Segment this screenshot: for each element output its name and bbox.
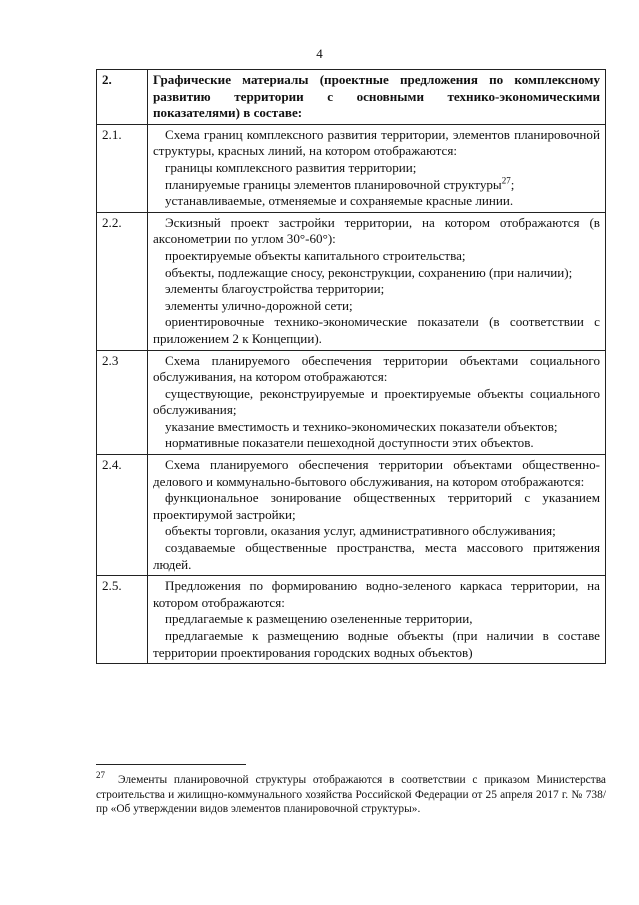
row-content [148, 455, 606, 576]
item-line: планируемые границы элементов планировочной структуры$^{27}$; [165, 175, 515, 192]
item-line: существующие, реконструируемые и проектируемые объекты социального обслуживания; [153, 385, 600, 418]
item-line: Схема планируемого обеспечения территории объектами социального обслуживания, на котором отображаются: [153, 352, 600, 385]
item-line: Предложения по формированию водно-зеленого каркаса территории, на котором отображаются: [153, 578, 600, 610]
item-line: объекты, подлежащие сносу, реконструкции, сохранению (при наличии); [165, 264, 573, 280]
item-line: границы комплексного развития территории; [165, 159, 417, 175]
table-row [97, 124, 606, 212]
table-row [97, 70, 606, 125]
row-number: 2. [97, 70, 148, 125]
item-line: Схема границ комплексного развития территории, элементов планировочной структуры, красных линий, на котором отображаются: [153, 126, 600, 159]
footnote-text: Элементы планировочной структуры отображаются в соответствии с приказом Министерства строительства и жилищно-коммунального хозяйства Российской Федерации от 25 апреля 2017 г. № 738/пр «Об утверждении видов элементов планировочной структуры». [96, 774, 606, 816]
item-line: устанавливаемые, отменяемые и сохраняемые красные линии. [165, 193, 514, 209]
section-heading: Графические материалы (проектные предложения по комплексному развитию территории с основными технико-экономическими показателями) в составе: [148, 70, 606, 125]
row-content [148, 350, 606, 455]
item-line: функциональное зонирование общественных территорий с указанием проектирумой застройки; [153, 490, 600, 522]
item-line: Схема планируемого обеспечения территории объектами общественно-делового и коммунально-бытового обслуживания, на котором отображаются: [153, 457, 600, 489]
row-number: 2.5. [97, 576, 148, 664]
footnote-separator [96, 764, 246, 765]
requirements-table [96, 69, 606, 664]
item-line: нормативные показатели пешеходной доступности этих объектов. [165, 435, 534, 451]
row-number: 2.2. [97, 212, 148, 350]
footnote: $^{27}$ Элементы планировочной структуры отображаются в соответствии с приказом Министерства строительства и жилищно-коммунального хозяйства Российской Федерации от 25 апреля 2017 г. № 738/пр «Об утверждении видов элементов планировочной структуры». [96, 770, 606, 816]
item-line: объекты торговли, оказания услуг, административного обслуживания; [165, 523, 556, 539]
table-row [97, 576, 606, 664]
row-number: 2.3 [97, 350, 148, 455]
item-line: проектируемые объекты капитального строительства; [165, 247, 466, 263]
page-number: 4 [316, 46, 323, 61]
item-line: ориентировочные технико-экономические показатели (в соответствии с приложением 2 к Концепции). [153, 314, 600, 346]
row-content [148, 124, 606, 212]
row-number: 2.4. [97, 455, 148, 576]
row-number: 2.1. [97, 124, 148, 212]
row-content [148, 576, 606, 664]
row-content [148, 212, 606, 350]
table-row [97, 455, 606, 576]
item-line: Эскизный проект застройки территории, на котором отображаются (в аксонометрии по углом 30°-60°): [153, 214, 600, 247]
item-line: указание вместимость и технико-экономических показатели объектов; [165, 418, 558, 434]
table-row [97, 212, 606, 350]
item-line: элементы благоустройства территории; [165, 281, 385, 297]
footnote-ref[interactable]: 27 [501, 175, 511, 186]
item-line: предлагаемые к размещению озелененные территории, [165, 611, 473, 627]
table-row [97, 350, 606, 455]
item-line: предлагаемые к размещению водные объекты (при наличии в составе территории проектирования городских водных объектов) [153, 628, 600, 660]
item-line: элементы улично-дорожной сети; [165, 297, 353, 313]
item-line: создаваемые общественные пространства, места массового притяжения людей. [153, 540, 600, 572]
